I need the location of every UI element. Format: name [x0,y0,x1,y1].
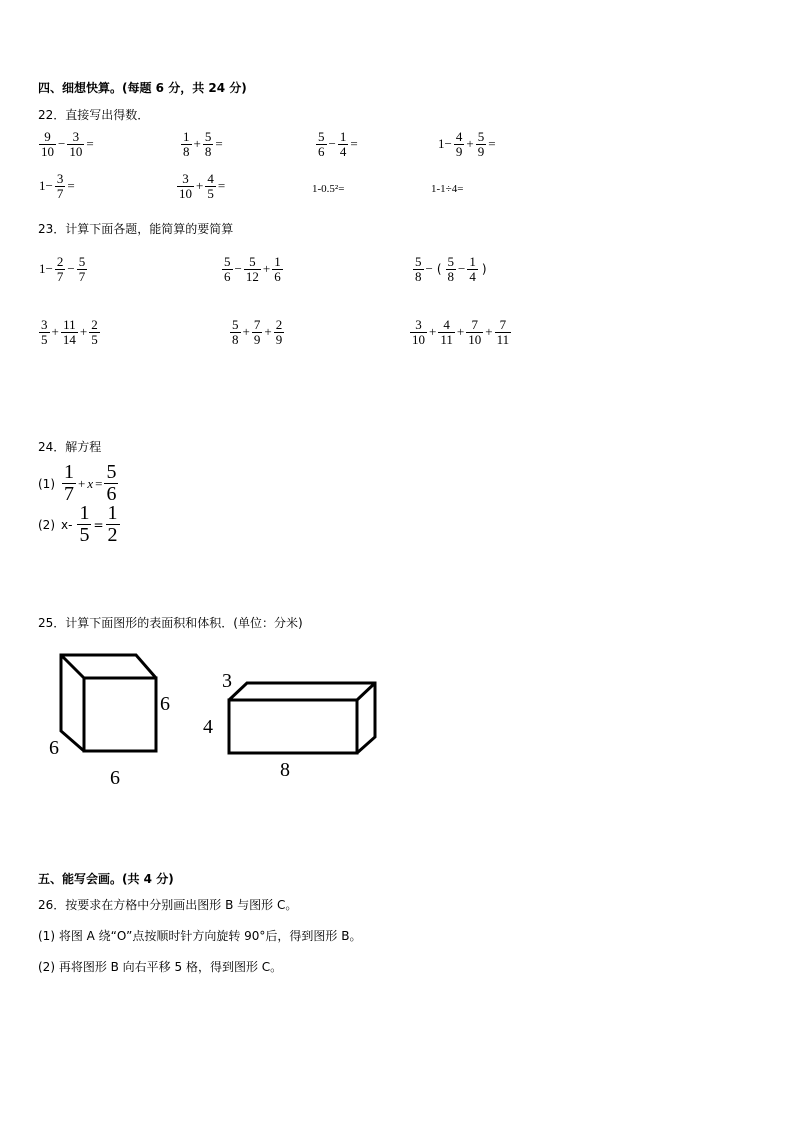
fraction: $\frac{4}{11}$ [440,317,453,347]
q23-expr-1: 1− $\frac{2}{7}$ − $\frac{5}{7}$ [39,254,86,284]
fraction: $\frac{2}{5}$ [91,317,98,347]
q24-equation-2: (2) x- $\frac{1}{5}$ = $\frac{1}{2}$ [38,502,118,546]
section-5-title: 五、能写会画。(共 4 分) [38,872,174,886]
fraction: $\frac{5}{8}$ [447,254,455,284]
question-24-title: 24．解方程 [38,440,102,454]
question-26-step-1: (1) 将图 A 绕“O”点按顺时针方向旋转 90°后，得到图形 B。 [38,929,362,943]
question-25-title: 25．计算下面图形的表面积和体积．(单位：分米) [38,616,303,630]
q22-expr-1: $\frac{9}{10}$ − $\frac{3}{10}$ = [41,129,94,159]
fraction: $\frac{2}{9}$ [275,317,283,347]
fraction: $\frac{7}{9}$ [253,317,261,347]
fraction: $\frac{5}{8}$ [232,317,239,347]
fraction: $\frac{3}{10}$ [179,171,192,201]
fraction: $\frac{5}{6}$ [318,129,325,159]
q23-expr-4: $\frac{3}{5}$ + $\frac{11}{14}$ + $\frac{2}{5}$ [41,317,98,347]
fraction: $\frac{1}{4}$ [339,129,347,159]
fraction: $\frac{1}{4}$ [469,254,476,284]
fraction: $\frac{3}{7}$ [56,171,64,201]
q22-expr-2: $\frac{1}{8}$ + $\frac{5}{8}$ = [183,129,223,159]
fraction: $\frac{5}{9}$ [477,129,485,159]
fraction: $\frac{5}{6}$ [224,254,231,284]
fraction: $\frac{5}{8}$ [204,129,212,159]
fraction: $\frac{1}{5}$ [79,502,90,546]
fraction: $\frac{5}{8}$ [415,254,422,284]
q22-expr-4: 1− $\frac{4}{9}$ + $\frac{5}{9}$ = [438,129,496,159]
cuboid-bottom-label: 8 [280,759,290,781]
fraction: $\frac{5}{12}$ [245,254,259,284]
question-23-title: 23．计算下面各题，能简算的要简算 [38,222,234,236]
fraction: $\frac{1}{7}$ [64,461,74,505]
equation-label: (1) [38,476,55,491]
q23-expr-3: $\frac{5}{8}$ − ( $\frac{5}{8}$ − $\frac{1}{4}$ ) [415,254,487,284]
equation-label: (2) [38,517,55,532]
fraction: $\frac{3}{10}$ [412,317,425,347]
cuboid-top-label: 3 [222,670,232,692]
fraction: $\frac{1}{2}$ [107,502,118,546]
q22-expr-6: $\frac{3}{10}$ + $\frac{4}{5}$ = [179,171,226,201]
q22-expr-7: 1-0.5²= [312,183,345,195]
fraction: $\frac{9}{10}$ [41,129,54,159]
fraction: $\frac{1}{6}$ [274,254,281,284]
q23-expr-6: $\frac{3}{10}$ + $\frac{4}{11}$ + $\frac{7}{10}$ + $\frac{7}{11}$ [412,317,510,347]
cube-bottom-label: 6 [110,767,120,789]
question-26-title: 26．按要求在方格中分别画出图形 B 与图形 C。 [38,898,298,912]
fraction: $\frac{4}{9}$ [455,129,463,159]
q22-expr-5: 1− $\frac{3}{7}$ = [39,171,75,201]
fraction: $\frac{1}{8}$ [183,129,190,159]
cube-right-label: 6 [160,693,170,715]
fraction: $\frac{2}{7}$ [56,254,64,284]
fraction: $\frac{7}{11}$ [496,317,510,347]
section-4-title: 四、细想快算。(每题 6 分，共 24 分) [38,81,247,95]
solids-figure [40,645,390,795]
question-22-title: 22．直接写出得数． [38,108,150,122]
cuboid-left-label: 4 [203,716,213,738]
q23-expr-5: $\frac{5}{8}$ + $\frac{7}{9}$ + $\frac{2}{9}$ [232,317,283,347]
fraction: $\frac{5}{6}$ [106,461,117,505]
fraction: $\frac{4}{5}$ [207,171,214,201]
fraction: $\frac{11}{14}$ [62,317,76,347]
fraction: $\frac{5}{7}$ [78,254,86,284]
cube-left-label: 6 [49,737,59,759]
cuboid-figure [229,683,375,753]
cube-figure [61,655,156,751]
fraction: $\frac{7}{10}$ [468,317,482,347]
q24-equation-1: (1) $\frac{1}{7}$ + x = $\frac{5}{6}$ [38,461,117,505]
q22-expr-8: 1-1÷4= [431,183,464,195]
question-26-step-2: (2) 再将图形 B 向右平移 5 格，得到图形 C。 [38,960,283,974]
fraction: $\frac{3}{5}$ [41,317,48,347]
fraction: $\frac{3}{10}$ [69,129,83,159]
q22-expr-3: $\frac{5}{6}$ − $\frac{1}{4}$ = [318,129,358,159]
q23-expr-2: $\frac{5}{6}$ − $\frac{5}{12}$ + $\frac{1}{6}$ [224,254,281,284]
